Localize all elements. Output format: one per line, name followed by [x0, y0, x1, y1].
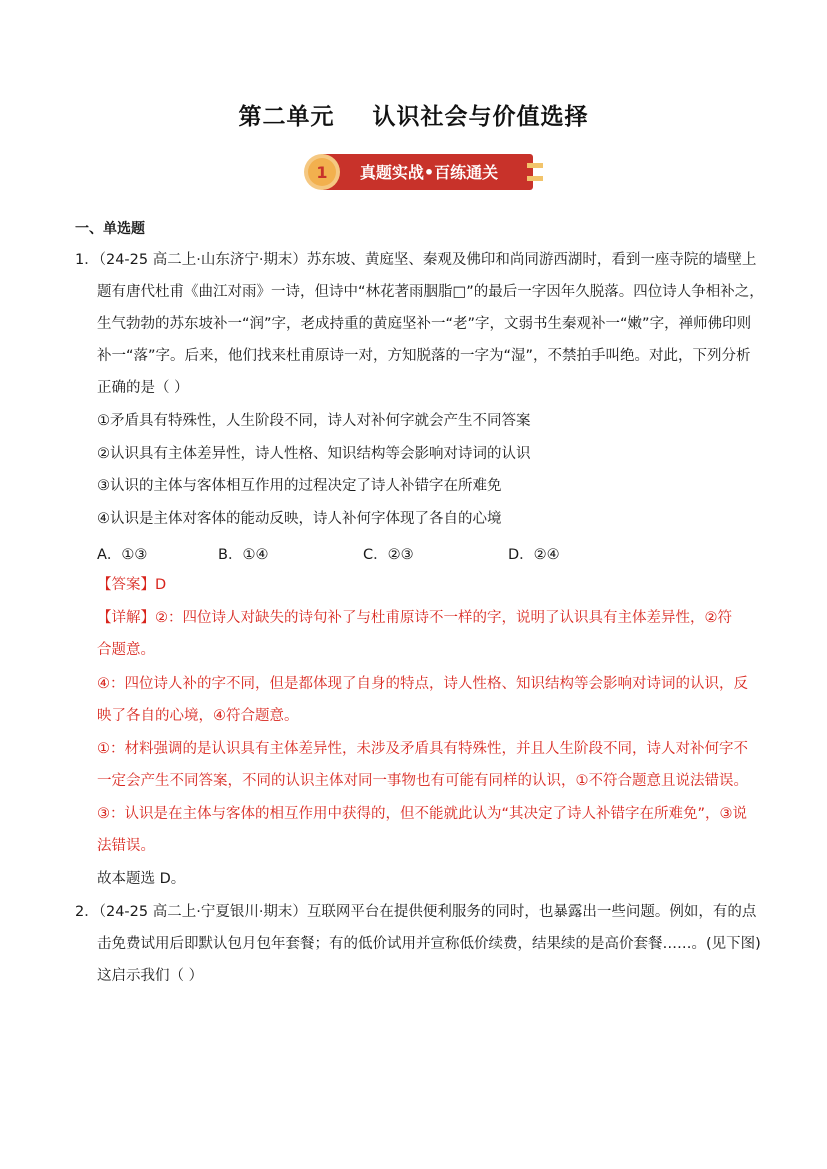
- title-unit: 第二单元: [238, 104, 335, 130]
- q2-stem-line: 2．（24-25 高二上·宁夏银川·期末）互联网平台在提供便利服务的同时，也暴露出一些问题。例如，有的点: [75, 904, 757, 920]
- q1-explanation-line: [97, 608, 732, 628]
- q1-option-b: B．①④: [218, 547, 269, 563]
- q1-statement: ③认识的主体与客体相互作用的过程决定了诗人补错字在所难免: [97, 478, 502, 494]
- q1-explanation-line: 合题意。: [97, 642, 155, 658]
- q1-explanation-line: 法错误。: [97, 838, 155, 854]
- q1-conclusion: 故本题选 D。: [97, 871, 186, 887]
- page-title: [0, 98, 827, 131]
- banner-tab-top: [527, 163, 543, 168]
- section-heading: 一、单选题: [75, 221, 145, 237]
- q2-stem-line: 这启示我们（ ）: [97, 968, 204, 984]
- answer-value: D: [155, 577, 167, 593]
- q1-option-c: C．②③: [363, 547, 414, 563]
- q1-option-d: D．②④: [508, 547, 560, 563]
- q1-explanation-line: ④：四位诗人补的字不同，但是都体现了自身的特点，诗人性格、知识结构等会影响对诗词的认识，反: [97, 676, 748, 692]
- section-banner: [303, 151, 545, 193]
- title-topic: 认识社会与价值选择: [372, 104, 589, 130]
- q1-explanation-line: 一定会产生不同答案，不同的认识主体对同一事物也有可能有同样的认识，①不符合题意且说法错误。: [97, 773, 748, 789]
- explain-label: 【详解】: [97, 610, 155, 626]
- q1-explanation-line: ①：材料强调的是认识具有主体差异性，未涉及矛盾具有特殊性，并且人生阶段不同，诗人对补何字不: [97, 741, 748, 757]
- q1-stem-line: 1．（24-25 高二上·山东济宁·期末）苏东坡、黄庭坚、秦观及佛印和尚同游西湖时，看到一座寺院的墙壁上: [75, 252, 757, 268]
- q1-stem-line: 正确的是（ ）: [97, 380, 189, 396]
- q1-stem-line: 补一“落”字。后来，他们找来杜甫原诗一对，方知脱落的一字为“湿”，不禁拍手叫绝。对此，下列分析: [97, 348, 751, 364]
- q2-stem-line: 击免费试用后即默认包月包年套餐；有的低价试用并宣称低价续费，结果续的是高价套餐……。(见下图): [97, 936, 761, 952]
- q1-explanation-line: 映了各自的心境，④符合题意。: [97, 708, 299, 724]
- banner-tab-bottom: [527, 176, 543, 181]
- q1-statement: ①矛盾具有特殊性，人生阶段不同，诗人对补何字就会产生不同答案: [97, 413, 531, 429]
- q1-stem-line: 题有唐代杜甫《曲江对雨》一诗，但诗中“林花著雨胭脂□”的最后一字因年久脱落。四位诗人争相补之，: [97, 284, 764, 300]
- q1-explanation-line: ③：认识是在主体与客体的相互作用中获得的，但不能就此认为“其决定了诗人补错字在所难免”，③说: [97, 806, 748, 822]
- banner-text: 真题实战•百练通关: [359, 163, 499, 182]
- q1-stem-line: 生气勃勃的苏东坡补一“润”字，老成持重的黄庭坚补一“老”字，文弱书生秦观补一“嫩”字，禅师佛印则: [97, 316, 752, 332]
- explain-text: ②：四位诗人对缺失的诗句补了与杜甫原诗不一样的字，说明了认识具有主体差异性，②符: [155, 610, 732, 626]
- q1-statement: ④认识是主体对客体的能动反映，诗人补何字体现了各自的心境: [97, 511, 502, 527]
- q1-answer: [97, 575, 166, 595]
- banner-number: 1: [316, 163, 328, 182]
- q1-option-a: A．①③: [97, 547, 148, 563]
- answer-label: 【答案】: [97, 577, 155, 593]
- q1-statement: ②认识具有主体差异性，诗人性格、知识结构等会影响对诗词的认识: [97, 446, 531, 462]
